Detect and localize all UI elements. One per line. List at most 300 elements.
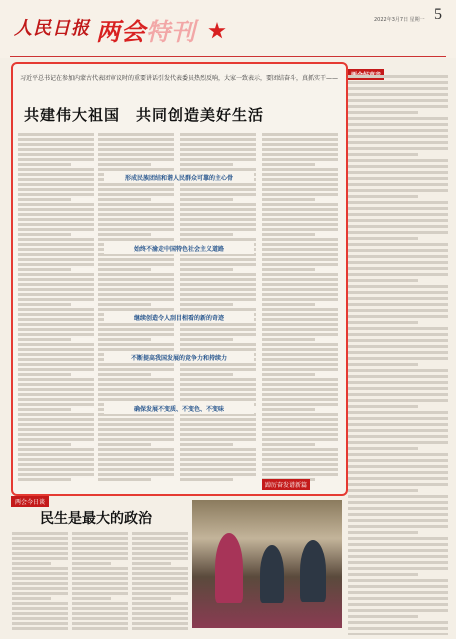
text-line (348, 615, 418, 618)
banner-title-secondary: 特刊 (146, 18, 196, 46)
text-line (180, 393, 256, 396)
text-line (72, 592, 128, 595)
text-line (262, 438, 338, 441)
text-line (180, 183, 256, 186)
text-line (262, 403, 338, 406)
text-line (18, 383, 94, 386)
text-line (18, 283, 94, 286)
text-line (180, 228, 256, 231)
text-line (262, 388, 338, 391)
text-line (180, 193, 256, 196)
text-line (132, 587, 188, 590)
text-line (348, 489, 418, 492)
text-line (262, 398, 338, 401)
text-line (98, 383, 174, 386)
text-line (262, 368, 338, 371)
text-line (180, 293, 256, 296)
feature-subheading: 确保发展不变质、不变色、不变味 (104, 403, 254, 414)
text-line (12, 542, 68, 545)
text-line (348, 123, 448, 126)
text-line (262, 343, 338, 346)
text-line (348, 327, 448, 330)
text-line (180, 373, 233, 376)
text-line (262, 458, 338, 461)
text-line (348, 117, 448, 120)
feature-text-column (180, 133, 256, 483)
text-line (98, 158, 174, 161)
text-line (180, 168, 256, 171)
text-line (262, 418, 338, 421)
text-line (348, 609, 448, 612)
text-line (180, 448, 256, 451)
text-line (348, 585, 448, 588)
text-line (98, 168, 174, 171)
text-line (98, 428, 174, 431)
text-line (98, 143, 174, 146)
text-line (348, 513, 448, 516)
photo-person (260, 545, 284, 603)
text-line (262, 163, 315, 166)
text-line (262, 413, 338, 416)
text-line (348, 231, 448, 234)
text-line (98, 213, 174, 216)
text-line (12, 547, 68, 550)
text-line (98, 138, 174, 141)
text-line (348, 153, 418, 156)
text-line (180, 383, 256, 386)
text-line (348, 183, 448, 186)
text-line (348, 627, 448, 630)
text-line (348, 315, 448, 318)
text-line (348, 87, 448, 90)
text-line (348, 135, 448, 138)
text-line (98, 443, 151, 446)
text-line (72, 552, 128, 555)
text-line (12, 537, 68, 540)
text-line (262, 443, 315, 446)
text-line (348, 279, 418, 282)
text-line (262, 308, 338, 311)
text-line (18, 278, 94, 281)
text-line (262, 143, 338, 146)
text-line (72, 547, 128, 550)
text-line (98, 423, 174, 426)
text-line (18, 318, 94, 321)
text-line (262, 193, 338, 196)
text-line (98, 153, 174, 156)
text-line (18, 253, 94, 256)
text-line (180, 298, 256, 301)
text-line (348, 297, 448, 300)
text-line (180, 163, 233, 166)
photo-person (215, 533, 243, 603)
text-line (18, 238, 94, 241)
text-line (180, 278, 256, 281)
text-line (262, 203, 338, 206)
text-line (18, 433, 94, 436)
text-line (98, 478, 151, 481)
text-line (18, 468, 94, 471)
text-line (12, 597, 51, 600)
text-line (98, 208, 174, 211)
page-banner (0, 0, 456, 58)
text-line (348, 501, 448, 504)
feature-subheading: 继续创造令人刮目相看的新的奇迹 (104, 312, 254, 323)
feature-subheading: 不断提高我国发展的竞争力和持续力 (104, 352, 254, 363)
text-line (348, 105, 448, 108)
text-line (98, 343, 174, 346)
text-line (132, 627, 188, 630)
photo-person (300, 540, 326, 602)
feature-subheading: 始终不渝走中国特色社会主义道路 (104, 243, 254, 254)
bottom-text-column (72, 532, 128, 632)
text-line (18, 308, 94, 311)
text-line (348, 147, 448, 150)
text-line (12, 592, 68, 595)
text-line (98, 293, 174, 296)
text-line (18, 363, 94, 366)
text-line (18, 338, 71, 341)
text-line (98, 393, 174, 396)
text-line (180, 423, 256, 426)
text-line (132, 567, 188, 570)
text-line (348, 345, 448, 348)
text-line (348, 405, 418, 408)
text-line (18, 463, 94, 466)
feature-subheading: 形成民族团结和谐人民群众可靠的主心骨 (104, 172, 254, 183)
text-line (180, 143, 256, 146)
text-line (72, 572, 128, 575)
text-line (262, 328, 338, 331)
top-divider (10, 56, 446, 57)
text-line (72, 557, 128, 560)
text-line (348, 567, 448, 570)
text-line (262, 363, 338, 366)
text-line (348, 477, 448, 480)
text-line (180, 213, 256, 216)
page-number: 5 (434, 6, 442, 23)
text-line (348, 531, 418, 534)
text-line (18, 203, 94, 206)
bottom-text-column (132, 532, 188, 632)
text-line (348, 429, 448, 432)
text-line (98, 308, 174, 311)
text-line (12, 627, 68, 630)
text-line (262, 283, 338, 286)
text-line (262, 333, 338, 336)
text-line (18, 208, 94, 211)
text-line (348, 579, 448, 582)
text-line (348, 591, 448, 594)
text-line (348, 243, 448, 246)
text-line (262, 238, 338, 241)
text-line (348, 219, 448, 222)
text-line (348, 111, 418, 114)
text-line (12, 532, 68, 535)
text-line (18, 268, 71, 271)
text-line (262, 353, 338, 356)
text-line (180, 418, 256, 421)
text-line (348, 75, 448, 78)
text-line (348, 435, 448, 438)
text-line (348, 285, 448, 288)
text-line (348, 201, 448, 204)
text-line (262, 338, 315, 341)
text-line (180, 433, 256, 436)
text-line (98, 338, 151, 341)
text-line (180, 323, 256, 326)
text-line (98, 378, 174, 381)
feature-text-column (262, 133, 338, 483)
text-line (348, 543, 448, 546)
text-line (18, 258, 94, 261)
text-line (262, 378, 338, 381)
text-line (348, 303, 448, 306)
text-line (98, 163, 151, 166)
text-line (72, 532, 128, 535)
text-line (72, 542, 128, 545)
feature-text-column (98, 133, 174, 483)
text-line (180, 343, 256, 346)
text-line (262, 393, 338, 396)
text-line (180, 328, 256, 331)
bottom-text-column (12, 532, 68, 632)
text-line (262, 168, 338, 171)
text-line (72, 602, 128, 605)
text-line (72, 597, 111, 600)
text-line (348, 93, 448, 96)
text-line (348, 171, 448, 174)
text-line (18, 328, 94, 331)
text-line (18, 188, 94, 191)
text-line (262, 383, 338, 386)
text-line (180, 158, 256, 161)
text-line (348, 333, 448, 336)
text-line (18, 333, 94, 336)
text-line (262, 228, 338, 231)
text-line (180, 263, 256, 266)
text-line (18, 158, 94, 161)
text-line (348, 387, 448, 390)
text-line (98, 388, 174, 391)
text-line (262, 468, 338, 471)
text-line (98, 188, 174, 191)
text-line (98, 463, 174, 466)
text-line (180, 443, 233, 446)
text-line (98, 368, 174, 371)
text-line (348, 573, 418, 576)
text-line (262, 148, 338, 151)
text-line (180, 333, 256, 336)
text-line (262, 173, 338, 176)
text-line (72, 577, 128, 580)
text-line (180, 473, 256, 476)
text-line (72, 537, 128, 540)
text-line (180, 428, 256, 431)
text-line (348, 417, 448, 420)
text-line (262, 138, 338, 141)
text-line (262, 183, 338, 186)
text-line (180, 468, 256, 471)
text-line (180, 133, 256, 136)
text-line (348, 633, 448, 635)
text-line (18, 243, 94, 246)
text-line (348, 411, 448, 414)
text-line (98, 298, 174, 301)
text-line (180, 148, 256, 151)
text-line (18, 348, 94, 351)
text-line (98, 303, 151, 306)
special-edition-title (96, 12, 196, 47)
text-line (348, 459, 448, 462)
text-line (18, 263, 94, 266)
text-line (98, 258, 174, 261)
text-line (132, 532, 188, 535)
text-line (18, 213, 94, 216)
text-line (262, 268, 315, 271)
banner-title-main: 两会 (96, 18, 146, 46)
text-line (348, 363, 418, 366)
text-line (72, 587, 128, 590)
text-line (98, 223, 174, 226)
text-line (180, 368, 256, 371)
text-line (98, 458, 174, 461)
text-line (18, 458, 94, 461)
text-line (180, 338, 233, 341)
text-line (132, 552, 188, 555)
text-line (98, 448, 174, 451)
text-line (132, 582, 188, 585)
text-line (348, 519, 448, 522)
text-line (262, 298, 338, 301)
text-line (132, 617, 188, 620)
text-line (348, 495, 448, 498)
text-line (262, 448, 338, 451)
text-line (180, 198, 233, 201)
text-line (98, 328, 174, 331)
text-line (18, 293, 94, 296)
text-line (180, 238, 256, 241)
text-line (18, 343, 94, 346)
text-line (180, 208, 256, 211)
text-line (348, 189, 448, 192)
feature-text-column (18, 133, 94, 483)
text-line (12, 602, 68, 605)
text-line (348, 465, 448, 468)
text-line (262, 198, 315, 201)
text-line (348, 351, 448, 354)
text-line (18, 428, 94, 431)
text-line (132, 592, 188, 595)
text-line (262, 453, 338, 456)
text-line (132, 612, 188, 615)
text-line (18, 138, 94, 141)
text-line (262, 358, 338, 361)
text-line (72, 567, 128, 570)
text-line (18, 168, 94, 171)
text-line (18, 148, 94, 151)
text-line (180, 463, 256, 466)
text-line (18, 398, 94, 401)
text-line (18, 473, 94, 476)
text-line (18, 453, 94, 456)
text-line (98, 233, 151, 236)
text-line (18, 288, 94, 291)
text-line (18, 418, 94, 421)
text-line (18, 143, 94, 146)
text-line (180, 453, 256, 456)
text-line (348, 255, 448, 258)
text-line (98, 348, 174, 351)
text-line (262, 218, 338, 221)
text-line (18, 323, 94, 326)
text-line (132, 597, 171, 600)
text-line (348, 507, 448, 510)
text-line (12, 617, 68, 620)
text-line (132, 547, 188, 550)
text-line (180, 268, 233, 271)
text-line (98, 268, 151, 271)
text-line (98, 398, 174, 401)
text-line (348, 267, 448, 270)
text-line (348, 603, 448, 606)
text-line (348, 141, 448, 144)
text-line (132, 542, 188, 545)
text-line (262, 243, 338, 246)
text-line (72, 607, 128, 610)
text-line (348, 375, 448, 378)
text-line (180, 223, 256, 226)
text-line (262, 133, 338, 136)
text-line (262, 188, 338, 191)
text-line (262, 313, 338, 316)
text-line (348, 261, 448, 264)
issue-date: 2022年3月7日 星期一 (374, 17, 425, 23)
text-line (18, 393, 94, 396)
text-line (348, 381, 448, 384)
text-line (72, 627, 128, 630)
text-line (180, 378, 256, 381)
text-line (348, 339, 448, 342)
text-line (348, 195, 418, 198)
text-line (18, 273, 94, 276)
text-line (180, 438, 256, 441)
text-line (180, 188, 256, 191)
text-line (18, 233, 71, 236)
text-line (12, 562, 51, 565)
text-line (132, 537, 188, 540)
text-line (348, 177, 448, 180)
text-line (348, 225, 448, 228)
text-line (12, 557, 68, 560)
text-line (98, 468, 174, 471)
text-line (180, 153, 256, 156)
text-line (98, 148, 174, 151)
text-line (348, 483, 448, 486)
text-line (18, 218, 94, 221)
text-line (12, 552, 68, 555)
text-line (262, 323, 338, 326)
text-line (262, 423, 338, 426)
text-line (348, 447, 418, 450)
text-line (348, 159, 448, 162)
text-line (262, 408, 315, 411)
text-line (180, 258, 256, 261)
text-line (72, 617, 128, 620)
text-line (98, 283, 174, 286)
text-line (18, 228, 94, 231)
text-line (18, 358, 94, 361)
